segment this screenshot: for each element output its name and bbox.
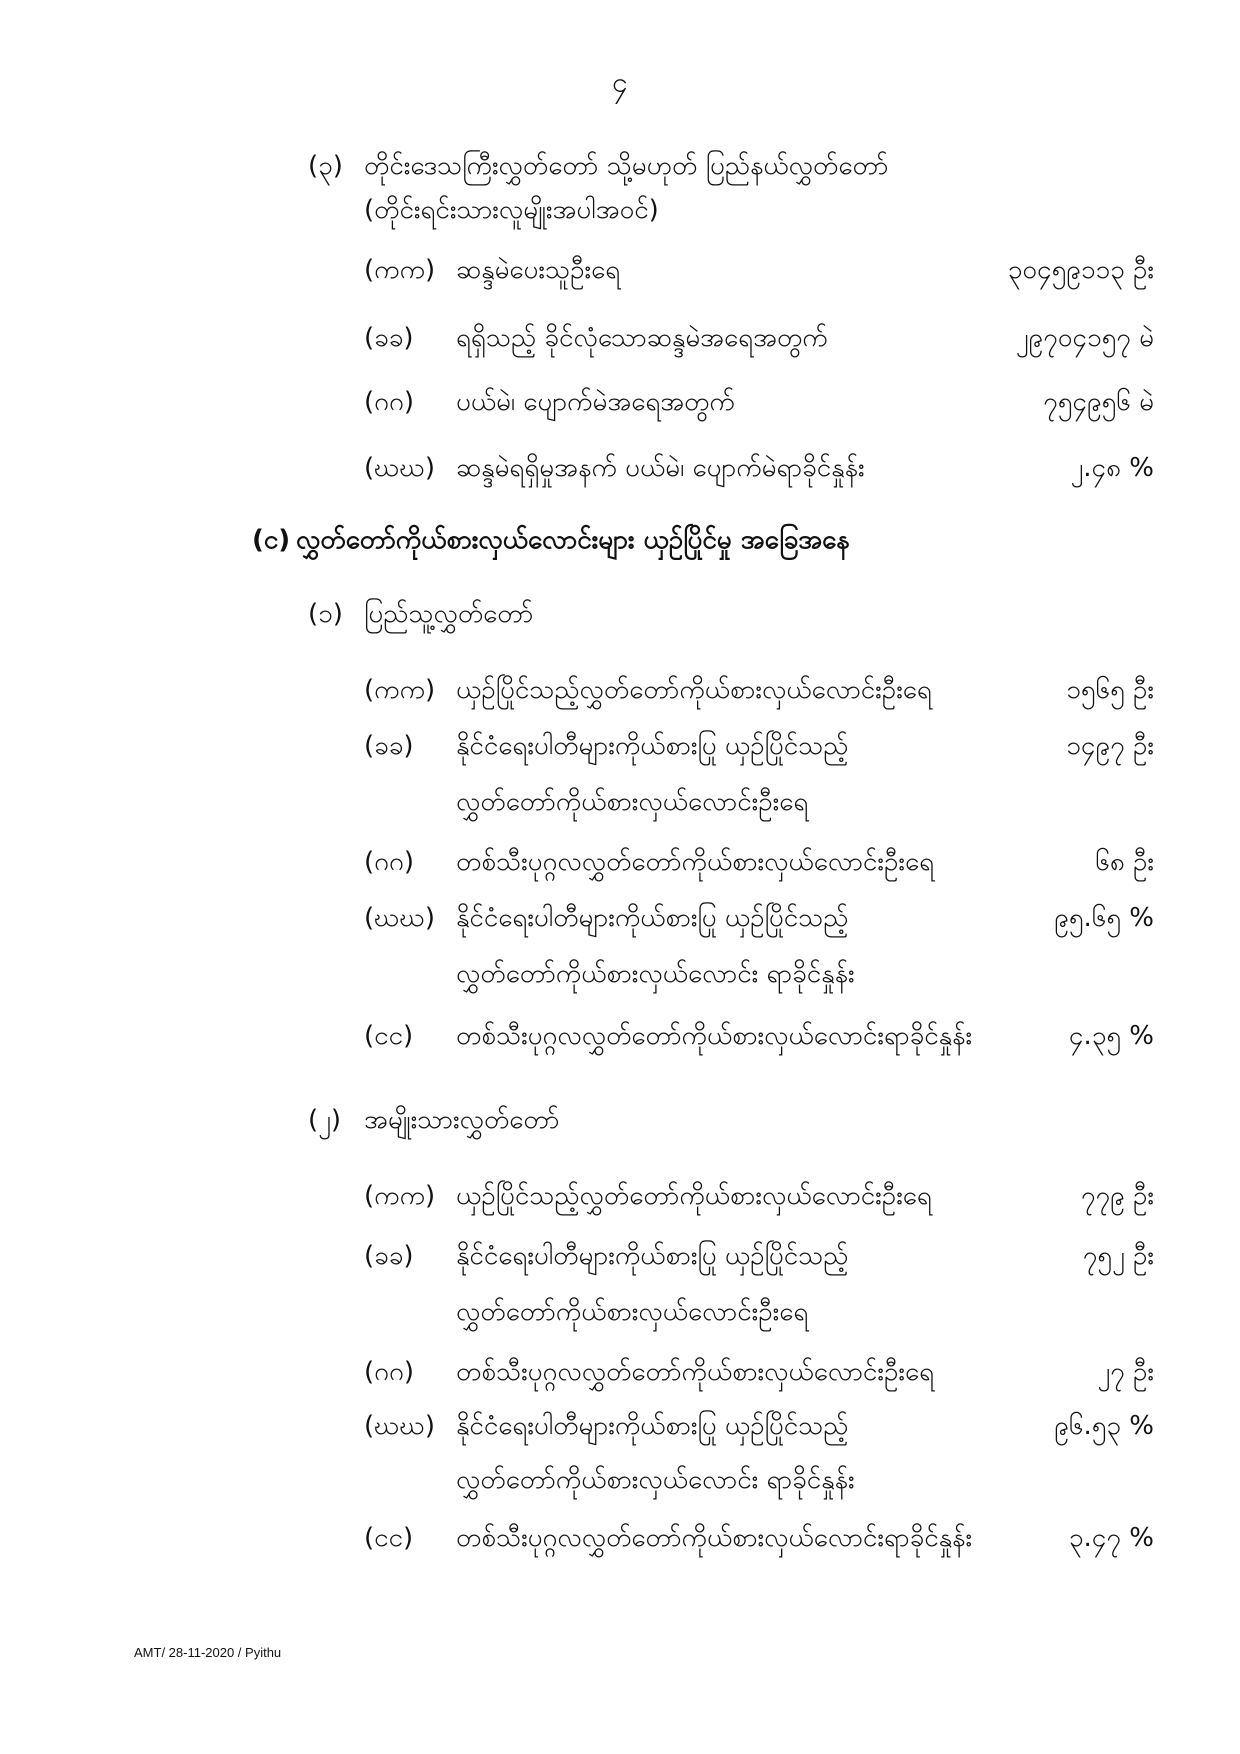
item-value: ၇၅၂ ဦး bbox=[1082, 1241, 1154, 1271]
list-item bbox=[364, 728, 1154, 764]
item-label: ဆန္ဒမဲရရှိမှုအနက် ပယ်မဲ၊ ပျောက်မဲရာခိုင်နှုန်း bbox=[456, 453, 865, 483]
item-marker: (ဂဂ) bbox=[364, 1357, 414, 1387]
item-value: ၉၆.၅၃ % bbox=[1054, 1411, 1154, 1441]
item-marker: (ငင) bbox=[364, 1523, 414, 1553]
item-value: ၉၅.၆၅ % bbox=[1054, 903, 1154, 933]
list-item bbox=[364, 672, 1154, 708]
item-marker: (ခခ) bbox=[364, 1241, 414, 1271]
item-label: တစ်သီးပုဂ္ဂလလွှတ်တော်ကိုယ်စားလှယ်လောင်းရာခိုင်နှုန်း bbox=[456, 1021, 973, 1051]
item-label-continuation: လွှတ်တော်ကိုယ်စားလှယ်လောင်းဦးရေ bbox=[456, 787, 809, 817]
list-item bbox=[364, 900, 1154, 936]
item-label-continuation: လွှတ်တော်ကိုယ်စားလှယ်လောင်း ရာခိုင်နှုန်း bbox=[456, 1465, 855, 1495]
list-item bbox=[364, 1520, 1154, 1556]
item-marker: (ဂဂ) bbox=[364, 847, 414, 877]
list-item bbox=[364, 1018, 1154, 1054]
item-label: တစ်သီးပုဂ္ဂလလွှတ်တော်ကိုယ်စားလှယ်လောင်းဦးရေ bbox=[456, 847, 935, 877]
section-3-heading-line1: တိုင်းဒေသကြီးလွှတ်တော် သို့မဟုတ် ပြည်နယ်လွှတ်တော် bbox=[364, 151, 889, 181]
section-c-heading: လွှတ်တော်ကိုယ်စားလှယ်လောင်းများ ယှဉ်ပြိုင်မှု အခြေအနေ bbox=[296, 525, 850, 555]
item-value: ၃.၄၇ % bbox=[1068, 1523, 1154, 1553]
item-value: ၂၇ ဦး bbox=[1097, 1357, 1154, 1387]
item-label: နိုင်ငံရေးပါတီများကိုယ်စားပြု ယှဉ်ပြိုင်သည့် bbox=[456, 731, 849, 761]
item-label: ယှဉ်ပြိုင်သည့်လွှတ်တော်ကိုယ်စားလှယ်လောင်းဦးရေ bbox=[456, 675, 932, 705]
item-marker: (ဃဃ) bbox=[364, 1411, 436, 1441]
item-value: ၆၈ ဦး bbox=[1095, 847, 1154, 877]
item-marker: (ခခ) bbox=[364, 731, 414, 761]
section-3-marker: (၃) bbox=[308, 151, 343, 181]
list-item bbox=[364, 1178, 1154, 1214]
list-item bbox=[364, 844, 1154, 880]
item-label: တစ်သီးပုဂ္ဂလလွှတ်တော်ကိုယ်စားလှယ်လောင်းရာခိုင်နှုန်း bbox=[456, 1523, 973, 1553]
list-item bbox=[364, 1238, 1154, 1274]
item-marker: (ကက) bbox=[364, 1181, 436, 1211]
item-label: နိုင်ငံရေးပါတီများကိုယ်စားပြု ယှဉ်ပြိုင်သည့် bbox=[456, 1411, 849, 1441]
item-label-continuation: လွှတ်တော်ကိုယ်စားလှယ်လောင်း ရာခိုင်နှုန်း bbox=[456, 959, 855, 989]
list-item bbox=[364, 1354, 1154, 1390]
list-item bbox=[364, 384, 1154, 420]
item-marker: (ဃဃ) bbox=[364, 453, 436, 483]
subsection-2-heading: အမျိုးသားလွှတ်တော် bbox=[364, 1105, 560, 1135]
subsection-1-marker: (၁) bbox=[308, 599, 343, 629]
subsection-2-marker: (၂) bbox=[308, 1105, 342, 1135]
item-marker: (ကက) bbox=[364, 255, 436, 285]
list-item bbox=[364, 1408, 1154, 1444]
item-label-continuation: လွှတ်တော်ကိုယ်စားလှယ်လောင်းဦးရေ bbox=[456, 1297, 809, 1327]
item-value: ၁၅၆၅ ဦး bbox=[1066, 675, 1154, 705]
page-number: ၄ bbox=[612, 66, 628, 99]
item-marker: (ဂဂ) bbox=[364, 387, 414, 417]
item-marker: (ကက) bbox=[364, 675, 436, 705]
item-value: ၁၄၉၇ ဦး bbox=[1066, 731, 1154, 761]
footer-reference: AMT/ 28-11-2020 / Pyithu bbox=[134, 1645, 282, 1660]
list-item bbox=[364, 320, 1154, 356]
item-label: ယှဉ်ပြိုင်သည့်လွှတ်တော်ကိုယ်စားလှယ်လောင်းဦးရေ bbox=[456, 1181, 932, 1211]
item-label: နိုင်ငံရေးပါတီများကိုယ်စားပြု ယှဉ်ပြိုင်သည့် bbox=[456, 1241, 849, 1271]
item-value: ၂၉၇၀၄၁၅၇ မဲ bbox=[1015, 323, 1154, 353]
item-marker: (ငင) bbox=[364, 1021, 414, 1051]
item-label: ပယ်မဲ၊ ပျောက်မဲအရေအတွက် bbox=[456, 387, 735, 417]
list-item bbox=[364, 252, 1154, 288]
subsection-1-heading: ပြည်သူ့လွှတ်တော် bbox=[364, 599, 534, 629]
item-value: ၇၇၉ ဦး bbox=[1080, 1181, 1154, 1211]
item-marker: (ခခ) bbox=[364, 323, 414, 353]
item-marker: (ဃဃ) bbox=[364, 903, 436, 933]
item-value: ၃၀၄၅၉၁၁၃ ဦး bbox=[1007, 255, 1154, 285]
item-value: ၄.၃၅ % bbox=[1068, 1021, 1154, 1051]
item-value: ၇၅၄၉၅၆ မဲ bbox=[1043, 387, 1154, 417]
item-label: နိုင်ငံရေးပါတီများကိုယ်စားပြု ယှဉ်ပြိုင်သည့် bbox=[456, 903, 849, 933]
list-item bbox=[364, 450, 1154, 486]
section-3-heading-line2: (တိုင်းရင်းသားလူမျိုးအပါအဝင်) bbox=[364, 195, 659, 225]
item-label: ရရှိသည့် ခိုင်လုံသောဆန္ဒမဲအရေအတွက် bbox=[456, 323, 828, 353]
section-c-marker: (င) bbox=[252, 525, 291, 555]
item-label: ဆန္ဒမဲပေးသူဦးရေ bbox=[456, 255, 621, 285]
item-value: ၂.၄၈ % bbox=[1070, 453, 1154, 483]
item-label: တစ်သီးပုဂ္ဂလလွှတ်တော်ကိုယ်စားလှယ်လောင်းဦးရေ bbox=[456, 1357, 935, 1387]
